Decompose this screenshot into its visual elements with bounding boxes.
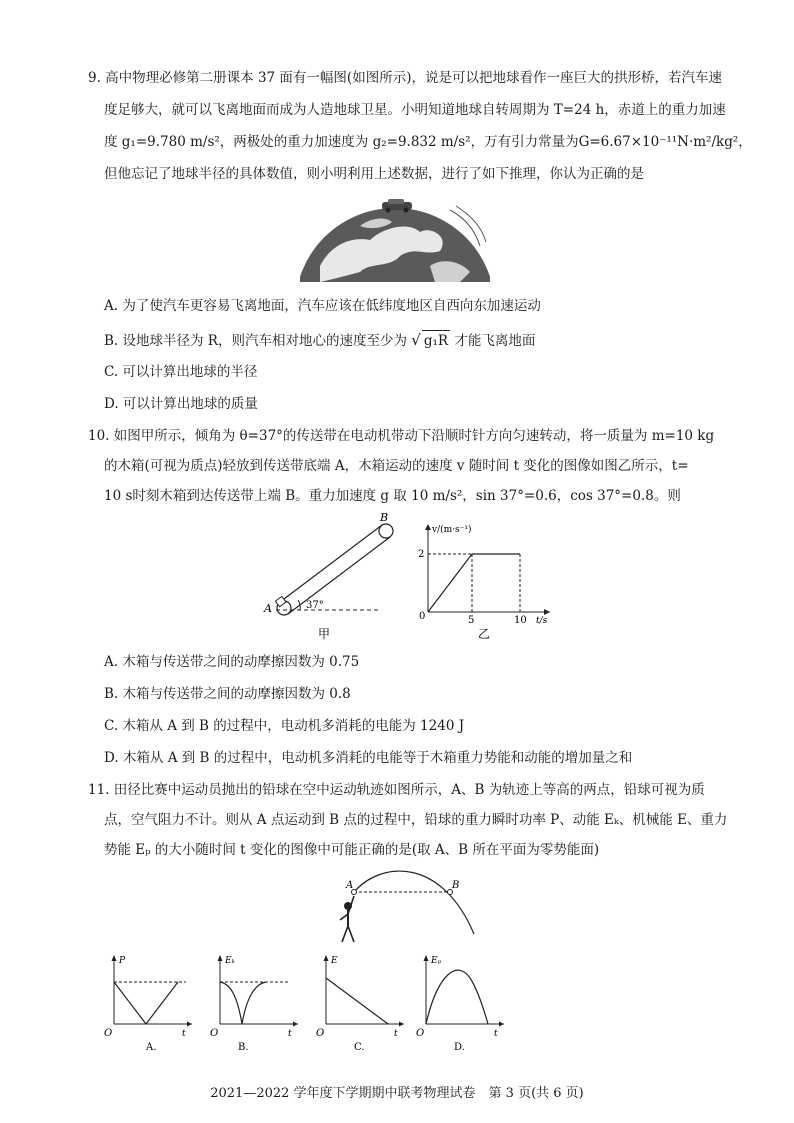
vt-y-tick-2: 2 <box>418 549 425 560</box>
fig-jia-label-a: A <box>264 602 272 615</box>
q10-option-c: C. 木箱从 A 到 B 的过程中，电动机多消耗的电能为 1240 J <box>104 718 465 734</box>
q11-option-graphs <box>96 952 516 1052</box>
vt-caption: 乙 <box>478 627 491 640</box>
graph-a-power <box>96 952 196 1052</box>
q11-line-2: 点，空气阻力不计。则从 A 点运动到 B 点的过程中，铅球的重力瞬时功率 P、动能 Eₖ、机械能 E、重力 <box>104 812 728 828</box>
earth-bridge-figure <box>300 196 490 284</box>
q10-line-2: 的木箱(可视为质点)轻放到传送带底端 A，木箱运动的速度 v 随时间 t 变化的图像如图乙所示，t= <box>104 458 689 474</box>
graph-b-kinetic-energy <box>202 952 302 1052</box>
graph-d-xlabel: t <box>494 1029 498 1039</box>
graph-c-ylabel: E <box>331 956 338 966</box>
fig-jia-angle: 37° <box>306 600 324 611</box>
q11-line-3: 势能 Eₚ 的大小随时间 t 变化的图像中可能正确的是(取 A、B 所在平面为零势能面) <box>104 842 600 858</box>
q9-option-a: A. 为了使汽车更容易飞离地面，汽车应该在低纬度地区自西向东加速运动 <box>104 298 541 314</box>
page-footer: 2021—2022 学年度下学期期中联考物理试卷 第 3 页(共 6 页) <box>210 1086 584 1101</box>
graph-d-caption: D. <box>454 1042 465 1052</box>
q10-option-b: B. 木箱与传送带之间的动摩擦因数为 0.8 <box>104 686 351 702</box>
graph-c-mechanical-energy <box>308 952 408 1052</box>
q11-line-1: 11. 田径比赛中运动员抛出的铅球在空中运动轨迹如图所示，A、B 为轨迹上等高的两点，铅球可视为质 <box>88 782 705 798</box>
q9-line-4: 但他忘记了地球半径的具体数值，则小明利用上述数据，进行了如下推理，你认为正确的是 <box>104 166 644 182</box>
graph-a-xlabel: t <box>182 1029 186 1039</box>
graph-c-caption: C. <box>354 1042 365 1052</box>
graph-a-ylabel: P <box>119 956 126 966</box>
shotput-trajectory-figure <box>332 866 482 948</box>
graph-a-caption: A. <box>146 1042 157 1052</box>
q10-line-3: 10 s时刻木箱到达传送带上端 B。重力加速度 g 取 10 m/s²，sin 37°=0.6，cos 37°=0.8。则 <box>104 488 681 504</box>
graph-c-origin: O <box>316 1028 325 1039</box>
fig-jia-caption: 甲 <box>318 627 331 641</box>
q9-option-c: C. 可以计算出地球的半径 <box>104 364 258 380</box>
q9-option-d: D. 可以计算出地球的质量 <box>104 396 258 412</box>
graph-b-ylabel: Eₖ <box>225 956 235 966</box>
graph-c-xlabel: t <box>394 1029 398 1039</box>
graph-d-ylabel: Eₚ <box>431 956 442 966</box>
graph-b-caption: B. <box>238 1042 249 1052</box>
q9-option-b <box>104 330 535 351</box>
q9-option-b-tail: 才能飞离地面 <box>454 333 536 349</box>
traj-label-a: A <box>346 880 354 891</box>
q9-sqrt-expr: g₁R <box>422 330 450 351</box>
fig-jia-label-b: B <box>380 512 389 524</box>
conveyor-belt-figure <box>260 512 400 642</box>
q10-option-d: D. 木箱从 A 到 B 的过程中，电动机多消耗的电能等于木箱重力势能和动能的增加量之和 <box>104 750 633 766</box>
vt-xlabel: t/s <box>536 616 548 626</box>
q9-option-b-text: B. 设地球半径为 R，则汽车相对地心的速度至少为 <box>104 333 407 349</box>
vt-ylabel: v/(m·s⁻¹) <box>432 525 472 535</box>
vt-origin: 0 <box>419 611 426 622</box>
q10-option-a: A. 木箱与传送带之间的动摩擦因数为 0.75 <box>104 654 360 670</box>
graph-d-potential-energy <box>408 952 508 1052</box>
q9-line-1: 9. 高中物理必修第二册课本 37 面有一幅图(如图所示)，说是可以把地球看作一座巨大的拱形桥，若汽车速 <box>88 70 722 86</box>
q9-line-2: 度足够大，就可以飞离地面而成为人造地球卫星。小明知道地球自转周期为 T=24 h，赤道上的重力加速 <box>104 102 726 118</box>
q9-line-3: 度 g₁=9.780 m/s²，两极处的重力加速度为 g₂=9.832 m/s²，万有引力常量为G=6.67×10⁻¹¹N·m²/kg²， <box>104 134 752 150</box>
graph-d-origin: O <box>416 1028 425 1039</box>
traj-label-b: B <box>452 880 460 891</box>
q10-line-1: 10. 如图甲所示，倾角为 θ=37°的传送带在电动机带动下沿顺时针方向匀速转动，将一质量为 m=10 kg <box>88 428 715 444</box>
vt-x-tick-5: 5 <box>468 615 475 626</box>
graph-b-xlabel: t <box>288 1029 292 1039</box>
sqrt-radical-icon: √ <box>411 331 421 349</box>
vt-graph-figure <box>410 520 560 640</box>
vt-x-tick-10: 10 <box>514 615 527 626</box>
graph-b-origin: O <box>210 1028 219 1039</box>
graph-a-origin: O <box>104 1028 113 1039</box>
